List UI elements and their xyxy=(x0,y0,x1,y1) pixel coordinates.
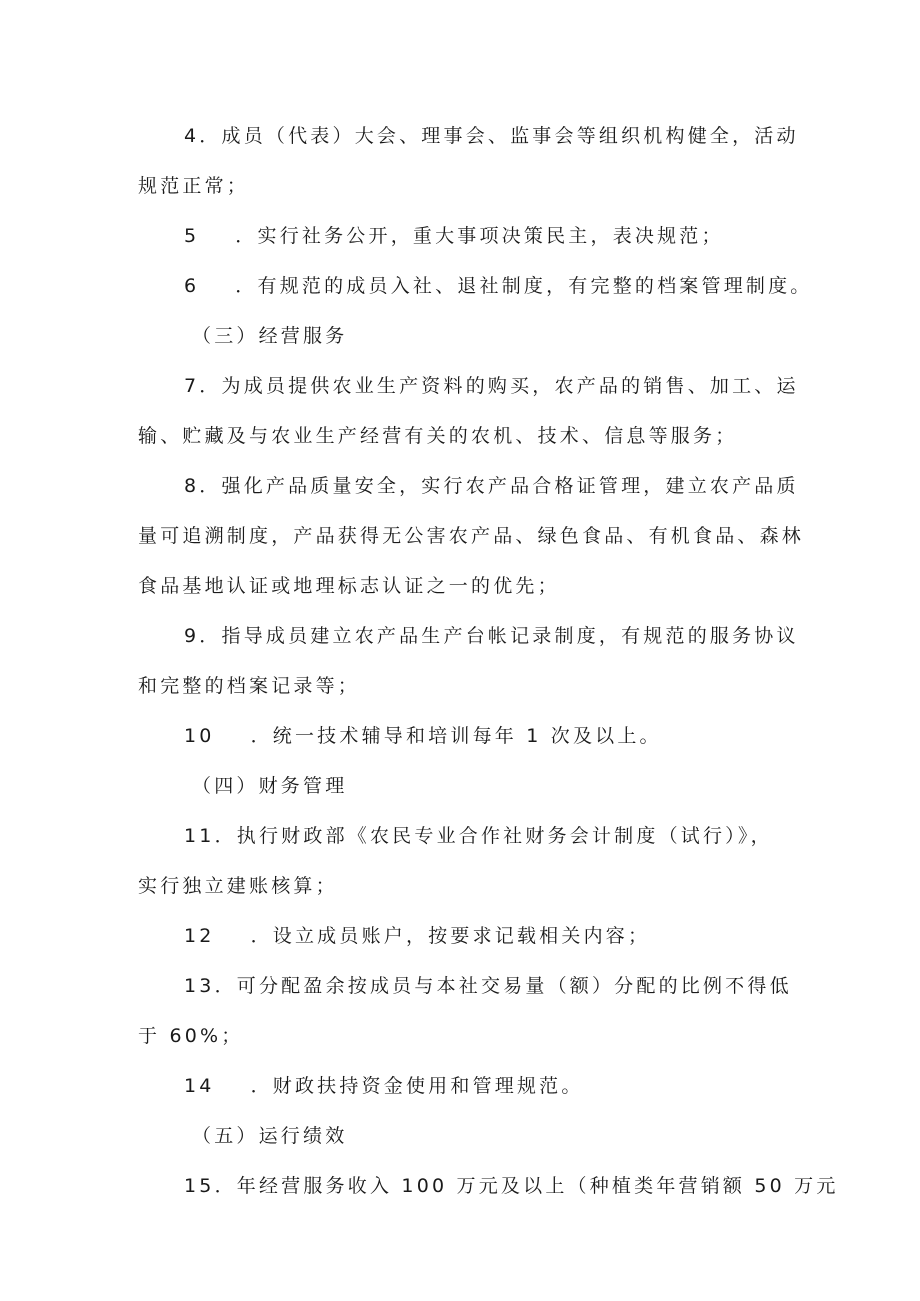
item-6-text: ．有规范的成员入社、退社制度，有完整的档案管理制度。 xyxy=(235,275,813,297)
item-12 xyxy=(184,924,650,948)
item-5-text: ．实行社务公开，重大事项决策民主，表决规范； xyxy=(235,225,724,247)
item-8-line-1: 8．强化产品质量安全，实行农产品合格证管理，建立农产品质 xyxy=(184,475,799,497)
item-14 xyxy=(184,1074,584,1098)
item-6 xyxy=(184,274,813,298)
item-10 xyxy=(184,724,662,748)
item-12-text: ．设立成员账户，按要求记载相关内容； xyxy=(250,925,651,947)
item-6-number: 6 xyxy=(184,275,200,297)
item-4-line-2: 规范正常； xyxy=(138,175,250,197)
item-9-line-2: 和完整的档案记录等； xyxy=(138,675,361,697)
item-11-line-1: 11．执行财政部《农民专业合作社财务会计制度（试行）》， xyxy=(184,825,773,847)
item-8-line-3: 食品基地认证或地理标志认证之一的优先； xyxy=(138,575,560,597)
item-14-number: 14 xyxy=(184,1075,215,1097)
section-4-heading: （四）财务管理 xyxy=(192,775,348,797)
item-14-text: ．财政扶持资金使用和管理规范。 xyxy=(250,1075,584,1097)
item-13-line-1: 13．可分配盈余按成员与本社交易量（额）分配的比例不得低 xyxy=(184,975,792,997)
item-5-number: 5 xyxy=(184,225,200,247)
item-11-line-2: 实行独立建账核算； xyxy=(138,875,338,897)
item-7-line-2: 输、贮藏及与农业生产经营有关的农机、技术、信息等服务； xyxy=(138,425,738,447)
item-13-line-2: 于 60%； xyxy=(138,1025,244,1047)
item-10-number: 10 xyxy=(184,725,215,747)
item-9-line-1: 9．指导成员建立农产品生产台帐记录制度，有规范的服务协议 xyxy=(184,625,799,647)
section-3-heading: （三）经营服务 xyxy=(192,325,348,347)
section-5-heading: （五）运行绩效 xyxy=(192,1125,348,1147)
item-5 xyxy=(184,224,724,248)
item-7-line-1: 7．为成员提供农业生产资料的购买，农产品的销售、加工、运 xyxy=(184,375,799,397)
item-4-line-1: 4．成员（代表）大会、理事会、监事会等组织机构健全，活动 xyxy=(184,125,799,147)
item-12-number: 12 xyxy=(184,925,215,947)
item-8-line-2: 量可追溯制度，产品获得无公害农产品、绿色食品、有机食品、森林 xyxy=(138,525,805,547)
item-10-text: ．统一技术辅导和培训每年 1 次及以上。 xyxy=(250,725,662,747)
item-15-line-1: 15．年经营服务收入 100 万元及以上（种植类年营销额 50 万元 xyxy=(184,1175,839,1197)
